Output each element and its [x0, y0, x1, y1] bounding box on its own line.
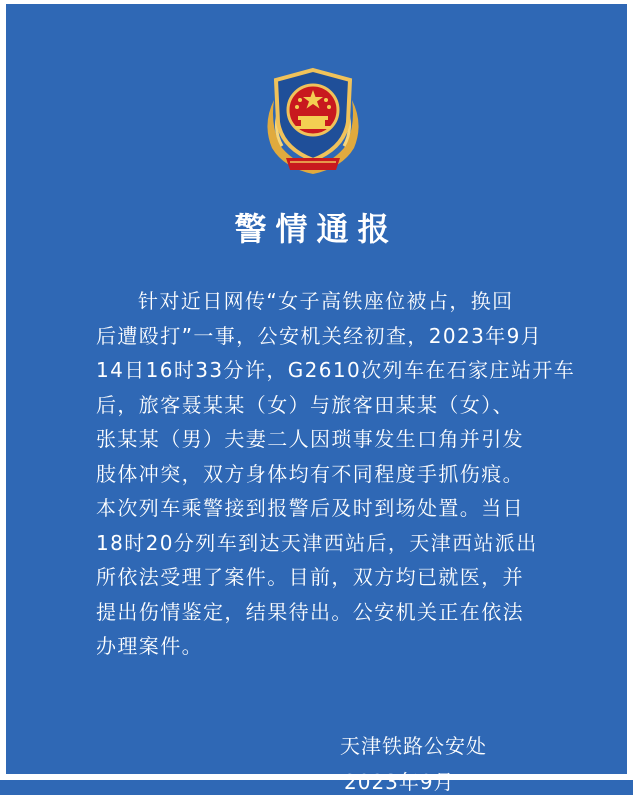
- body-line: 提出伤情鉴定，结果待出。公安机关正在依法: [96, 599, 524, 624]
- notice-body: [96, 284, 576, 664]
- body-line: 14日16时33分许，G2610次列车在石家庄站开车: [96, 358, 576, 382]
- body-line: 所依法受理了案件。目前，双方均已就医，并: [96, 565, 524, 589]
- issue-date: [344, 766, 564, 794]
- issuer-signature: 天津铁路公安处: [340, 734, 487, 758]
- body-line: 本次列车乘警接到报警后及时到场处置。当日: [96, 496, 524, 520]
- issue-date-text: 2023年9月: [344, 770, 455, 794]
- body-line: 18时20分列车到达天津西站后，天津西站派出: [96, 530, 538, 555]
- notice-title: 警情通报: [234, 210, 399, 248]
- body-line: 后，旅客聂某某（女）与旅客田某某（女）、: [96, 392, 514, 417]
- body-line: 办理案件。: [96, 634, 203, 658]
- police-emblem-icon: [252, 62, 374, 180]
- body-line: 后遭殴打”一事，公安机关经初查，2023年9月: [96, 323, 543, 348]
- body-line: 针对近日网传“女子高铁座位被占，换回: [138, 289, 514, 313]
- body-line: 肢体冲突，双方身体均有不同程度手抓伤痕。: [96, 461, 524, 486]
- body-line: 张某某（男）夫妻二人因琐事发生口角并引发: [96, 427, 524, 451]
